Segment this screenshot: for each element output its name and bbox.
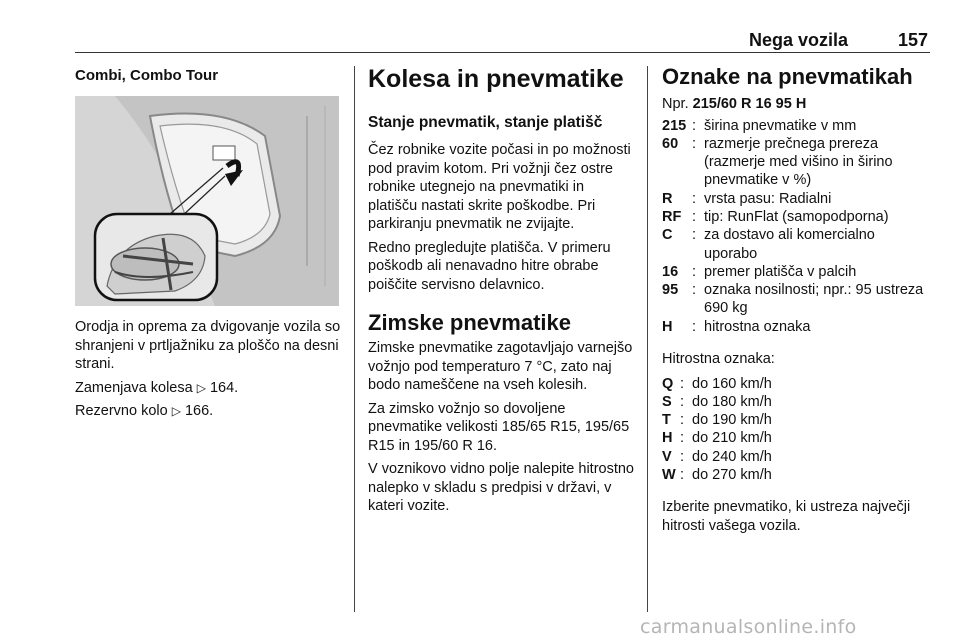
tyre-marking-key: 60 — [662, 135, 679, 152]
winter-paragraph-1: Zimske pnevmatike zagotavljajo varnejšo vožnjo pod temperaturo 7 °C, zato naj bodo nameščene na vseh kolesih. — [368, 340, 633, 393]
cross-reference-arrow-icon: ▷ — [171, 404, 181, 418]
tyre-marking-value: vrsta pasu: Radialni — [704, 190, 832, 207]
tyre-marking-sep: : — [692, 208, 697, 225]
section-heading-winter-tyres: Zimske pnevmatike — [368, 310, 571, 335]
tyre-marking-value: premer platišča v palcih — [704, 263, 857, 280]
tyre-marking-value: tip: RunFlat (samopodporna) — [704, 208, 889, 225]
ref-wheel-change[interactable] — [75, 379, 343, 398]
tyre-marking-value: hitrostna oznaka — [704, 318, 811, 335]
speed-symbol-value: do 180 km/h — [692, 393, 772, 410]
watermark: carmanualsonline.info — [640, 616, 857, 638]
ref-spare-wheel-label: Rezervno kolo — [75, 403, 172, 419]
trunk-panel-illustration-icon — [75, 96, 339, 306]
left-column-text — [75, 318, 343, 426]
speed-symbol-key: V — [662, 448, 672, 465]
page-number: 157 — [897, 30, 928, 50]
tyre-marking-sep: : — [692, 282, 697, 299]
condition-paragraph-2: Redno pregledujte platišča. V primeru poškodb ali nenavadno hitre obrabe poiščite servisno delavnico. — [368, 239, 611, 293]
tyre-marking-key: 16 — [662, 263, 679, 280]
trunk-illustration — [75, 96, 339, 306]
speed-symbol-key: H — [662, 430, 673, 447]
tyre-marking-value: za dostavo ali komercialno uporabo — [704, 227, 875, 262]
tyre-marking-key: RF — [662, 208, 682, 225]
cross-reference-arrow-icon: ▷ — [196, 380, 206, 395]
header-rule — [75, 52, 930, 53]
ref-spare-wheel-page: 166. — [180, 403, 214, 419]
storage-paragraph: Orodja in oprema za dvigovanje vozila so shranjeni v prtljažniku za ploščo na desni strani. — [75, 319, 341, 372]
speed-symbol-sep: : — [680, 467, 685, 484]
ref-wheel-change-label: Zamenjava kolesa — [75, 379, 197, 396]
tyre-marking-key: C — [662, 227, 673, 244]
speed-symbol-value: do 240 km/h — [692, 448, 772, 465]
speed-symbol-sep: : — [680, 448, 685, 465]
tyre-marking-sep: : — [692, 190, 697, 207]
section-heading-tyre-markings: Oznake na pnevmatikah — [662, 64, 913, 89]
speed-symbol-key: Q — [662, 375, 674, 392]
example-code: 215/60 R 16 95 H — [692, 96, 807, 112]
tyre-marking-sep: : — [692, 263, 697, 280]
speed-symbol-key: S — [662, 393, 672, 410]
speed-symbol-value: do 270 km/h — [692, 467, 772, 484]
column-divider-2 — [647, 66, 648, 612]
speed-symbol-sep: : — [680, 393, 685, 410]
speed-symbol-value: do 190 km/h — [692, 412, 772, 429]
tyre-marking-key: R — [662, 190, 673, 207]
speed-symbol-key: T — [662, 412, 671, 429]
tyre-marking-key: 95 — [662, 282, 679, 299]
right-column — [662, 64, 930, 540]
tyre-marking-sep: : — [692, 117, 697, 134]
middle-column — [368, 64, 636, 521]
chapter-title-wheels-tyres: Kolesa in pnevmatike — [368, 65, 624, 93]
speed-symbol-sep: : — [680, 375, 685, 392]
column-divider-1 — [354, 66, 355, 612]
condition-paragraph-1: Čez robnike vozite počasi in po možnosti pod pravim kotom. Pri vožnji čez ostre robnike utegnejo na pnevmatiki in platišču nastati skrite poškodbe. Pri parkiranju pnevmatik ne zvijajte. — [368, 142, 631, 232]
example-line — [662, 95, 930, 114]
speed-symbol-sep: : — [680, 430, 685, 447]
tyre-marking-value: širina pnevmatike v mm — [704, 117, 857, 134]
left-column — [75, 66, 343, 85]
tyre-marking-key: 215 — [662, 117, 687, 134]
section-heading-combi: Combi, Combo Tour — [75, 67, 219, 84]
ref-wheel-change-page: 164. — [205, 379, 239, 396]
tyre-marking-value: razmerje prečnega prereza (razmerje med višino in širino pnevmatike v %) — [704, 135, 893, 189]
running-header-title: Nega vozila — [748, 30, 848, 50]
subheading-tyre-condition: Stanje pnevmatik, stanje platišč — [368, 114, 603, 131]
ref-spare-wheel[interactable] — [75, 402, 343, 421]
speed-symbol-label: Hitrostna oznaka: — [662, 351, 775, 368]
tyre-marking-key: H — [662, 318, 673, 335]
closing-paragraph: Izberite pnevmatiko, ki ustreza največji hitrosti vašega vozila. — [662, 499, 911, 534]
tyre-marking-sep: : — [692, 227, 697, 244]
tyre-marking-value: oznaka nosilnosti; npr.: 95 ustreza 690 kg — [704, 282, 924, 317]
speed-symbol-sep: : — [680, 412, 685, 429]
tyre-marking-list — [662, 117, 930, 337]
winter-paragraph-3: V voznikovo vidno polje nalepite hitrostno nalepko v skladu s predpisi v državi, v kateri vozite. — [368, 461, 634, 514]
speed-symbol-list — [662, 375, 930, 485]
speed-symbol-value: do 210 km/h — [692, 430, 772, 447]
winter-paragraph-2: Za zimsko vožnjo so dovoljene pnevmatike velikosti 185/65 R15, 195/65 R15 in 195/60 R 16. — [368, 400, 630, 454]
speed-symbol-value: do 160 km/h — [692, 375, 772, 392]
example-prefix: Npr. — [662, 96, 693, 112]
tyre-marking-sep: : — [692, 318, 697, 335]
speed-symbol-key: W — [662, 467, 676, 484]
tyre-marking-sep: : — [692, 135, 697, 152]
